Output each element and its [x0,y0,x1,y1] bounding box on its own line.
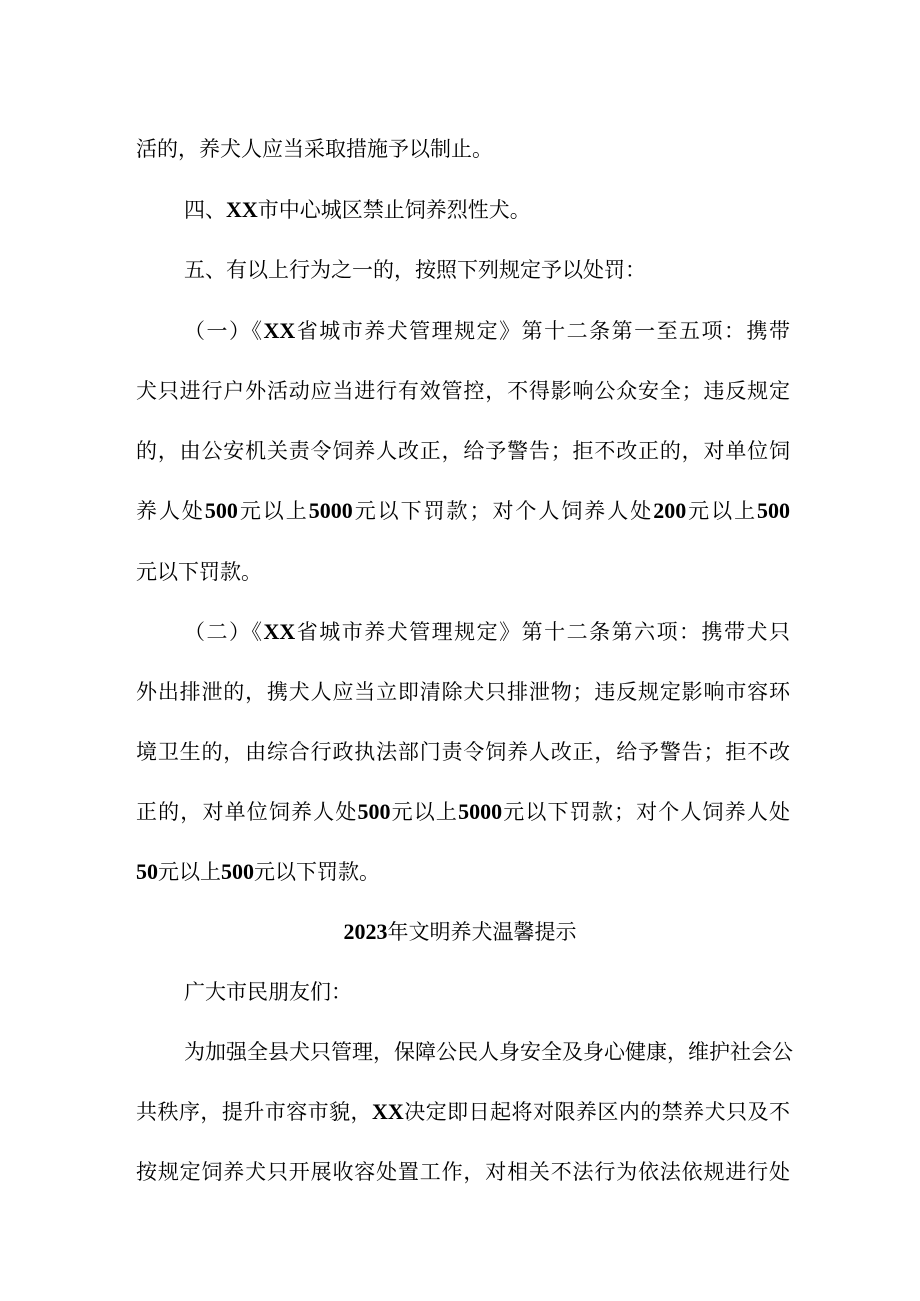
text-line: 五、有以上行为之一的，按照下列规定予以处罚： [184,258,646,282]
text-line: 按规定饲养犬只开展收容处置工作，对相关不法行为依法依规进行处 [136,1160,790,1184]
text-line: 活的，养犬人应当采取措施予以制止。 [136,137,493,161]
text-line: 共秩序，提升市容市貌，XX决定即日起将对限养区内的禁养犬只及不 [136,1099,791,1124]
text-line: 元以下罚款。 [136,560,262,584]
text-line: 为加强全县犬只管理，保障公民人身安全及身心健康，维护社会公 [184,1040,793,1064]
text-line: 的，由公安机关责令饲养人改正，给予警告；拒不改正的，对单位饲 [136,439,790,463]
text-line: 犬只进行户外活动应当进行有效管控，不得影响公众安全；违反规定 [136,379,790,403]
text-line: 四、XX市中心城区禁止饲养烈性犬。 [184,197,531,222]
text-line: 境卫生的，由综合行政执法部门责令饲养人改正，给予警告；拒不改 [136,740,790,764]
text-line: 50元以上500元以下罚款。 [136,859,380,884]
text-line: 正的，对单位饲养人处500元以上5000元以下罚款；对个人饲养人处 [136,799,791,824]
text-line: （二）《XX省城市养犬管理规定》第十二条第六项：携带犬只 [184,619,791,644]
text-line: 养人处500元以上5000元以下罚款；对个人饲养人处200元以上500 [136,498,791,523]
text-line: 外出排泄的，携犬人应当立即清除犬只排泄物；违反规定影响市容环 [136,680,790,704]
text-line: （一）《XX省城市养犬管理规定》第十二条第一至五项：携带 [184,318,791,343]
text-line: 广大市民朋友们： [184,980,352,1004]
section-title: 2023年文明养犬温馨提示 [343,919,577,944]
